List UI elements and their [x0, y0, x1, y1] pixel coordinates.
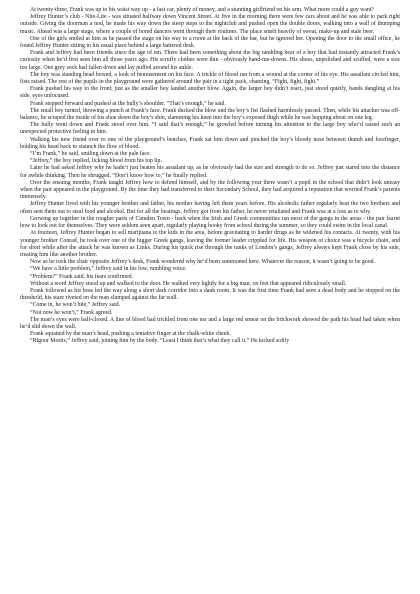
paragraph: Frank pushed his way to the front, just as the smaller boy landed another blow. Again, the larger boy didn’t react, just stood quietly, hands dangling at his side, eyes unfocused.: [20, 86, 400, 100]
paragraph: Walking his new friend over to one of the playground’s benches, Frank sat him down and pinched the boy’s bloody nose between thumb and forefinger, holding his head back to staunch the flow of blood.: [20, 136, 400, 150]
paragraph: Growing up together in the rougher parts of Camden Town - back when the Irish and Greek communities ran most of the gangs in the areas - the pair learnt how to look out for themselves. They were seldom seen apart, regularly playing hooky from school during the summer, so they could swim in the local canal.: [20, 215, 400, 230]
paragraph: Jeffrey Hunter lived with his younger brother and father, his mother having left them years before. His alcoholic father regularly beat the two brothers and often sent them out to steal food and alcohol. But for all the beatings, Jeffrey got from his father, he never retaliated and Frank was at a loss as to why.: [20, 201, 400, 215]
paragraph: Frank and Jeffrey had been friends since the age of ten. There had been something about the big rambling bear of a boy that had instantly attracted Frank’s curiosity when he’d first seen him all those years ago. His scruffy clothes were thin - obviously hand-me-downs. His shoes, unpolished and scuffed, were a size too large. One grey sock had fallen down and lay puffed around his ankle.: [20, 50, 400, 71]
paragraph: “Jeffrey,” the boy replied, licking blood from his top lip.: [30, 158, 162, 165]
paragraph: “Problem?” Frank said, his fears confirmed.: [30, 273, 134, 280]
paragraph: “I’m Frank,” he said, smiling down at the pale face.: [30, 151, 152, 158]
paragraph: At twenty-three, Frank was up to his waist way up - a fast car, plenty of money, and a stunning girlfriend on his arm. What more could a guy want?: [30, 7, 375, 13]
paragraph: Frank followed as his boss led the way along a short dark corridor into a dank room. It was the first time Frank had seen a dead body and he stopped on the threshold, his stare riveted on the man slumped against the far wall.: [20, 287, 400, 302]
paragraph: One of the girls smiled at him as he passed the stage on his way to a room at the back of the bar, but he ignored her. Opening the door to the small office, he found Jeffrey Hunter sitting in his usual place behind a large battered desk.: [20, 35, 400, 50]
paragraph: Now as he took the chair opposite Jeffrey’s desk, Frank wondered why he’d been summoned here. Whatever the reason, it wasn’t going to be good.: [30, 259, 376, 266]
paragraph: Jeffrey Hunter’s club - Nite-Lite - was situated halfway down Vincent Street. At five in the morning there were few cars about and he was able to park right outside. Giving the doorman a nod, he made his way down the steep steps to the nightclub and pushed open the double doors, walking into a wall of thumping music. Ahead was a large stage, where a couple of bored dancers went through their routines. The place smelt heavily of sweat, make-up and stale beer.: [20, 14, 400, 35]
paragraph: Frank stepped forward and pushed at the bully’s shoulder. “That’s enough,” he said.: [30, 100, 226, 107]
paragraph: “Rigour Mortis,” Jeffrey said, joining him by the body. “Least I think that’s what they call it.” He kicked softly: [30, 338, 290, 345]
paragraph: Frank squatted by the man’s head, pushing a tentative finger at the chalk-white cheek.: [30, 331, 231, 338]
paragraph: The bully went down and Frank stood over him. “I said that’s enough,” he growled before turning his attention to the large boy who’d raised such an unexpected protective feeling in him.: [20, 122, 400, 136]
paragraph: The man’s eyes were half-closed. A line of blood had trickled from one ear and a large red smear on the brickwork showed the path his head had taken when he’d slid down the wall.: [20, 316, 400, 330]
paragraph: “We have a little problem,” Jeffrey said in his low, rumbling voice.: [30, 266, 187, 273]
paragraph: The small boy turned, throwing a punch at Frank’s face. Frank ducked the blow and the boy’s fist flashed harmlessly passed. Then, while his attacker was off-balance, he scraped the inside of his shoe down the boy’s shin, slamming his knee into the boy’s exposed thigh while he was hopping about on one leg.: [20, 107, 400, 122]
paragraph: At fourteen, Jeffrey Hunter began to sell marijuana to the kids in the area, before gravitating to harder drugs as he widened his contacts. At twenty, with his younger brother Conrad, he took over one of the bigger Greek gangs, leaving the former leader crippled for life. His weapon of choice was a bicycle chain, and for short while after the attack he was known as Links. During his quick rise through the ranks of London’s gangs, Jeffrey always kept Frank close by his side, treating him like another brother.: [20, 230, 400, 258]
paragraph: “Come in, he won’t bite,” Jeffrey said.: [30, 302, 121, 309]
paragraph: Later he had asked Jeffrey why he hadn’t just beaten his assailant up, as he obviously had the size and strength to do so. Jeffrey just stared into the distance for awhile thinking. Then he shrugged. “Don’t know how to,” he finally replied.: [20, 165, 400, 179]
paragraph: “Not now he won’t,” Frank agreed.: [30, 309, 113, 316]
paragraph: The boy was standing head bowed, a look of bemusement on his face. A trickle of blood ran from a wound at the corner of his eye. His assailant circled him, fists raised. The rest of the pupils in the playground were gathered around the pair in a tight pack, chanting, “Fight, fight, fight.”: [20, 71, 400, 86]
paragraph: Over the ensuing months, Frank taught Jeffrey how to defend himself, and by the following year there wasn’t a pupil in the school that didn’t look uneasy when the pair appeared in the playground. By the time they had transferred to their Secondary School, they had acquired a reputation that worried Frank’s parents immensely.: [20, 179, 400, 201]
paragraph: Without a word Jeffrey stood up and walked to the door. He walked very lightly for a big man, on feet that appeared ridiculously small.: [30, 280, 347, 287]
